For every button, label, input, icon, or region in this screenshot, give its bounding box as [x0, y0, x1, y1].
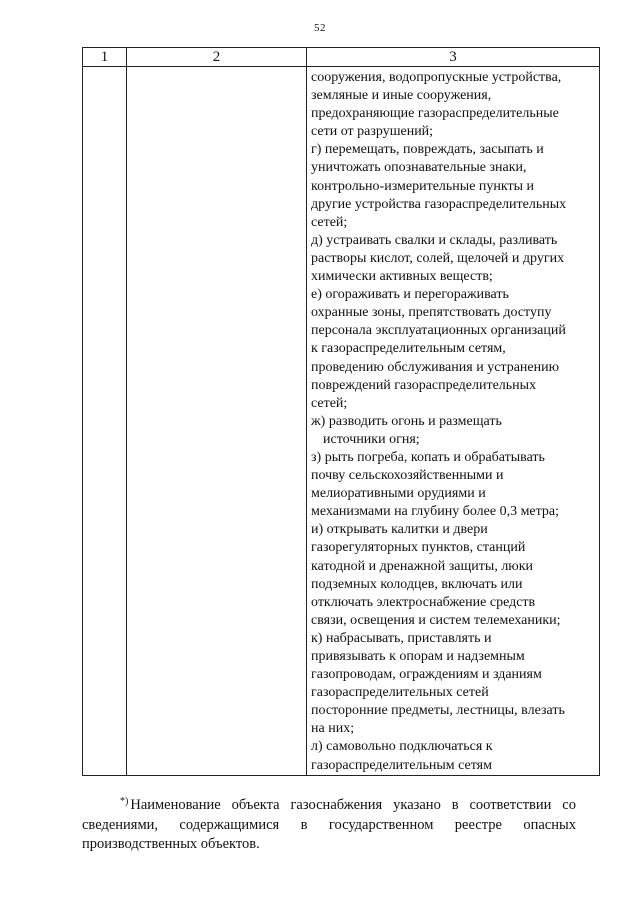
text-line: земляные и иные сооружения,: [311, 88, 492, 104]
footnote-line-1: [82, 792, 576, 816]
table-cell-col1: [83, 67, 127, 776]
text-line: к газораспределительным сетям,: [311, 341, 506, 357]
text-line: газопроводам, ограждениям и зданиям: [311, 667, 542, 683]
text-line: другие устройства газораспределительных: [311, 196, 567, 212]
text-line: и) открывать калитки и двери: [311, 522, 488, 538]
text-line: сетей;: [311, 395, 348, 411]
text-line: ж) разводить огонь и размещать: [311, 413, 502, 429]
text-line: уничтожать опознавательные знаки,: [311, 160, 527, 176]
text-line: охранные зоны, препятствовать доступу: [311, 305, 552, 321]
text-line: повреждений газораспределительных: [311, 377, 537, 393]
text-line: привязывать к опорам и надземным: [311, 649, 525, 664]
text-line: д) устраивать свалки и склады, разливать: [311, 232, 558, 248]
footnote-text: Наименование объекта газоснабжения указано в соответствии со: [130, 797, 576, 813]
text-line: газораспределительным сетям: [311, 757, 492, 773]
table-header-row: [83, 48, 600, 67]
text-line: на них;: [311, 721, 355, 737]
footnote-line-2: сведениями, содержащимися в государственном реестре опасных: [82, 816, 576, 833]
footnote: [82, 792, 576, 855]
column-header-1: 1: [83, 48, 127, 67]
text-line: персонала эксплуатационных организаций: [311, 323, 566, 339]
column-header-3: 3: [307, 48, 600, 67]
document-table: [82, 47, 600, 776]
text-line: е) огораживать и перегораживать: [311, 287, 509, 303]
text-line: газораспределительных сетей: [311, 685, 489, 701]
text-line: сетей;: [311, 214, 348, 230]
text-line: к) набрасывать, приставлять и: [311, 630, 492, 646]
text-line: проведению обслуживания и устранению: [311, 359, 560, 375]
text-line: связи, освещения и систем телемеханики;: [311, 612, 561, 628]
text-line: посторонние предметы, лестницы, влезать: [311, 703, 565, 719]
column-header-2: 2: [127, 48, 307, 67]
footnote-line-3: производственных объектов.: [82, 836, 260, 852]
text-line: механизмами на глубину более 0,3 метра;: [311, 504, 560, 520]
text-line: растворы кислот, солей, щелочей и других: [311, 250, 565, 266]
text-line: сети от разрушений;: [311, 124, 434, 140]
text-line: контрольно-измерительные пункты и: [311, 178, 535, 194]
text-line: предохраняющие газораспределительные: [311, 106, 559, 122]
text-line: почву сельскохозяйственными и: [311, 468, 504, 484]
footnote-mark: *): [120, 796, 129, 807]
text-line: источники огня;: [323, 431, 420, 447]
text-line: сооружения, водопропускные устройства,: [311, 70, 562, 85]
text-line: подземных колодцев, включать или: [311, 576, 523, 592]
text-line: г) перемещать, повреждать, засыпать и: [311, 142, 544, 158]
table-cell-col2: [127, 67, 307, 776]
restrictions-text: [307, 67, 599, 775]
table-cell-col3: [307, 67, 600, 776]
text-line: мелиоративными орудиями и: [311, 486, 486, 502]
table-row: [83, 67, 600, 776]
text-line: л) самовольно подключаться к: [311, 739, 493, 755]
text-line: химически активных веществ;: [311, 269, 493, 285]
text-line: газорегуляторных пунктов, станций: [311, 540, 526, 556]
text-line: катодной и дренажной защиты, люки: [311, 558, 534, 574]
text-line: отключать электроснабжение средств: [311, 594, 536, 610]
text-line: з) рыть погреба, копать и обрабатывать: [311, 449, 545, 465]
page-number: 52: [314, 22, 326, 34]
